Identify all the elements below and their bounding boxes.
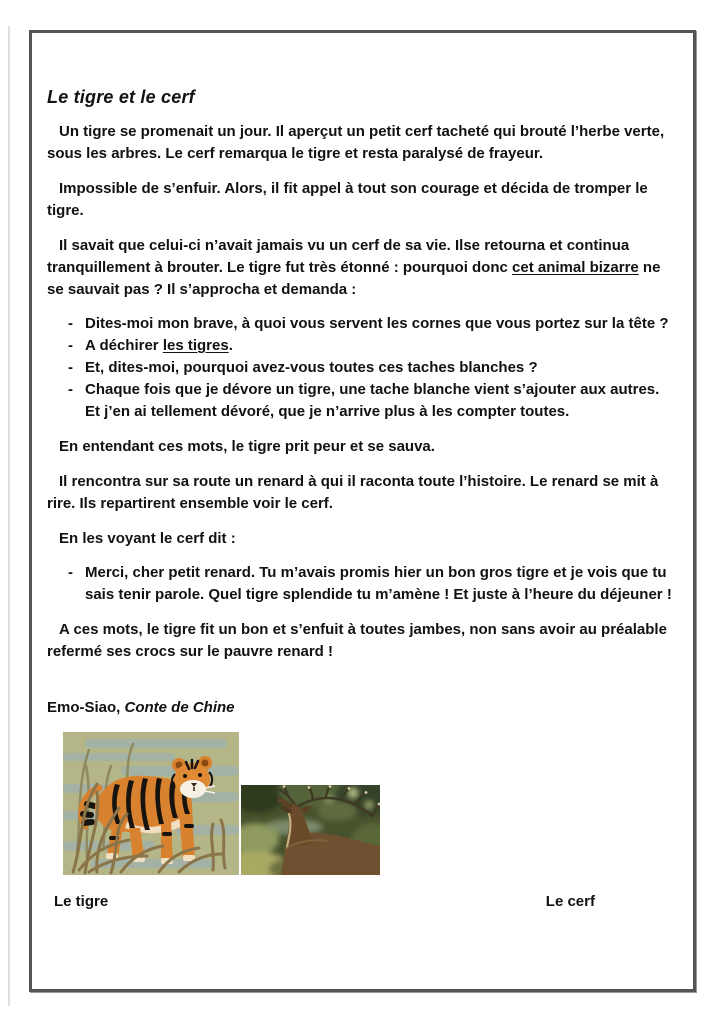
list-item (68, 379, 677, 423)
list-item-text: Et, dites-moi, pourquoi avez-vous toutes ces taches blanches ? (85, 359, 538, 376)
deer-photo (241, 785, 380, 875)
page-border-frame (29, 30, 696, 992)
list-item (68, 313, 677, 335)
dash-bullet: - (68, 315, 73, 332)
tiger-illustration (63, 732, 239, 875)
caption-deer: Le cerf (545, 893, 595, 910)
captions-row (47, 891, 677, 913)
dash-bullet: - (68, 337, 73, 354)
dash-bullet: - (68, 359, 73, 376)
list-item (68, 357, 677, 379)
attribution (47, 697, 677, 719)
list-item-post: . (228, 337, 233, 354)
dash-bullet: - (68, 564, 73, 581)
dialogue-list-2 (47, 562, 677, 606)
attribution-work: Conte de Chine (124, 699, 235, 716)
caption-tiger: Le tigre (54, 893, 109, 910)
paragraph-intro: Un tigre se promenait un jour. Il aperçut un petit cerf tacheté qui brouté l’herbe verte, sous les arbres. Le cerf remarqua le tigre et resta paralysé de frayeur. (47, 123, 665, 162)
paragraph-savait (47, 235, 677, 301)
list-item-pre: A déchirer (85, 337, 163, 354)
images-row (47, 732, 677, 875)
underlined-phrase-animal-bizarre: cet animal bizarre (512, 259, 639, 276)
paragraph-savait-post: ne se sauvait pas ? Il s’approcha et demanda : (47, 259, 661, 298)
paragraph-voyant: En les voyant le cerf dit : (59, 530, 236, 547)
paragraph-savait-pre: Il savait que celui-ci n’avait jamais vu un cerf de sa vie. Ilse retourna et continua tranquillement à brouter. Le tigre fut très étonné : pourquoi donc (47, 237, 630, 276)
list-item-text: Merci, cher petit renard. Tu m’avais promis hier un bon gros tigre et je vois que tu sais tenir parole. Quel tigre splendide tu m’amène ! Et juste à l’heure du déjeuner ! (85, 564, 672, 603)
paragraph-renard: Il rencontra sur sa route un renard à qui il raconta toute l’histoire. Le renard se mit à rire. Ils repartirent ensemble voir le cerf. (47, 473, 659, 512)
paragraph-impossible: Impossible de s’enfuir. Alors, il fit appel à tout son courage et décida de tromper le tigre. (47, 180, 648, 219)
paragraph-entendant: En entendant ces mots, le tigre prit peur et se sauva. (59, 438, 435, 455)
attribution-author: Emo-Siao, (47, 699, 125, 716)
list-item (68, 335, 677, 357)
list-item (68, 562, 677, 606)
document-title: Le tigre et le cerf (47, 87, 195, 107)
dialogue-list-1 (47, 313, 677, 423)
page-scan-edge (8, 26, 10, 1006)
list-item-text (85, 335, 677, 357)
paragraph-final: A ces mots, le tigre fit un bon et s’enfuit à toutes jambes, non sans avoir au préalable refermé ses crocs sur le pauvre renard ! (47, 621, 667, 660)
dash-bullet: - (68, 381, 73, 398)
list-item-text: Chaque fois que je dévore un tigre, une tache blanche vient s’ajouter aux autres. Et j’en ai tellement dévoré, que je n’arrive plus à les compter toutes. (85, 381, 660, 420)
list-item-text: Dites-moi mon brave, à quoi vous servent les cornes que vous portez sur la tête ? (85, 315, 669, 332)
underlined-phrase-les-tigres: les tigres (162, 337, 229, 354)
